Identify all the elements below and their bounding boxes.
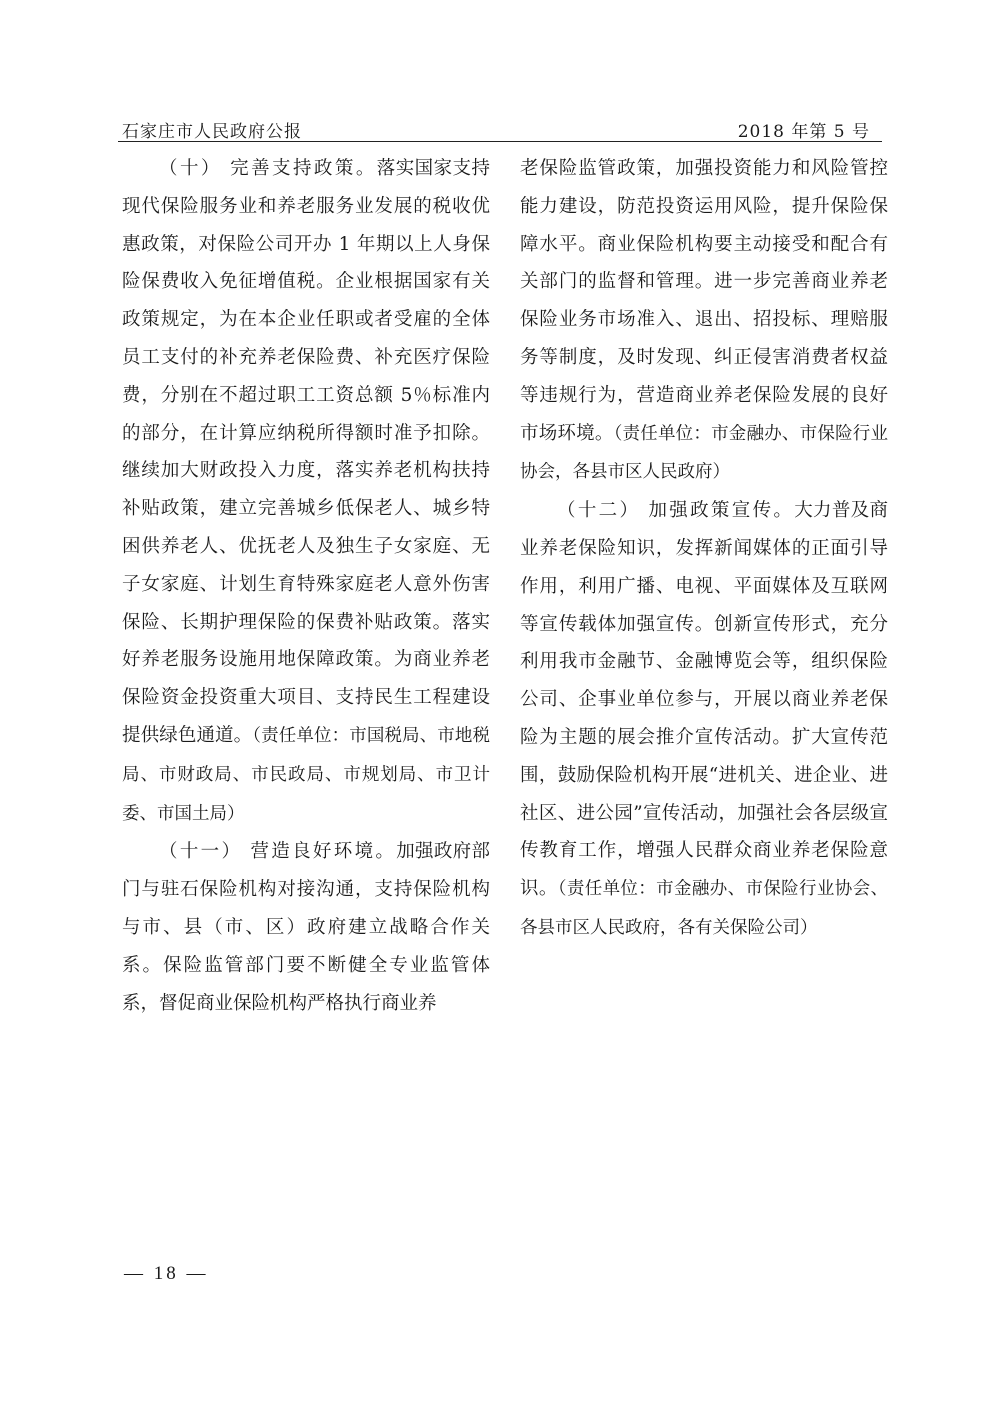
issue-number: 2018 年第 5 号 [737, 122, 870, 142]
header-divider [118, 141, 882, 142]
left-column [122, 150, 490, 1022]
paragraph-section-11-continued [520, 150, 888, 492]
section-12-responsibility: （责任单位：市金融办、市保险行业协会、各县市区人民政府，各有关保险公司） [520, 879, 888, 938]
section-11-responsibility: （责任单位：市金融办、市保险行业协会，各县市区人民政府） [520, 423, 888, 483]
paragraph-section-11 [122, 833, 490, 1022]
section-12-heading: （十二） 加强政策宣传。 [557, 500, 795, 522]
section-11-body: 加强政府部门与驻石保险机构对接沟通，支持保险机构与市、县（市、区）政府建立战略合作关系。保险监管部门要不断健全专业监管体系，督促商业保险机构严格执行商业养 [122, 841, 490, 1014]
paragraph-section-10 [122, 150, 490, 833]
section-10-heading: （十） 完善支持政策。 [159, 158, 377, 179]
page-number: — 18 — [124, 1263, 209, 1284]
section-11-heading: （十一） 营造良好环境。 [159, 841, 397, 863]
section-11-body-continued: 老保险监管政策，加强投资能力和风险管控能力建设，防范投资运用风险，提升保险保障水平。商业保险机构要主动接受和配合有关部门的监督和管理。进一步完善商业养老保险业务市场准入、退出、招投标、理赔服务等制度，及时发现、纠正侵害消费者权益等违规行为，营造商业养老保险发展的良好市场环境。 [520, 158, 888, 444]
publication-title: 石家庄市人民政府公报 [122, 122, 302, 142]
right-column [520, 150, 888, 948]
section-10-responsibility: （责任单位：市国税局、市地税局、市财政局、市民政局、市规划局、市卫计委、市国土局） [122, 725, 490, 824]
section-12-body: 大力普及商业养老保险知识，发挥新闻媒体的正面引导作用，利用广播、电视、平面媒体及互联网等宣传载体加强宣传。创新宣传形式，充分利用我市金融节、金融博览会等，组织保险公司、企事业单位参与，开展以商业养老保险为主题的展会推介宣传活动。扩大宣传范围，鼓励保险机构开展“进机关、进企业、进社区、进公园”宣传活动，加强社会各层级宣传教育工作，增强人民群众商业养老保险意识。 [520, 500, 888, 900]
section-10-body: 落实国家支持现代保险服务业和养老服务业发展的税收优惠政策，对保险公司开办 1 年期以上人身保险保费收入免征增值税。企业根据国家有关政策规定，为在本企业任职或者受雇的全体员工支付的补充养老保险费、补充医疗保险费，分别在不超过职工工资总额 5％标准内的部分，在计算应纳税所得额时准予扣除。继续加大财政投入力度，落实养老机构扶持补贴政策，建立完善城乡低保老人、城乡特困供养老人、优抚老人及独生子女家庭、无子女家庭、计划生育特殊家庭老人意外伤害保险、长期护理保险的保费补贴政策。落实好养老服务设施用地保障政策。为商业养老保险资金投资重大项目、支持民生工程建设提供绿色通道。 [122, 158, 490, 746]
paragraph-section-12 [520, 492, 888, 948]
